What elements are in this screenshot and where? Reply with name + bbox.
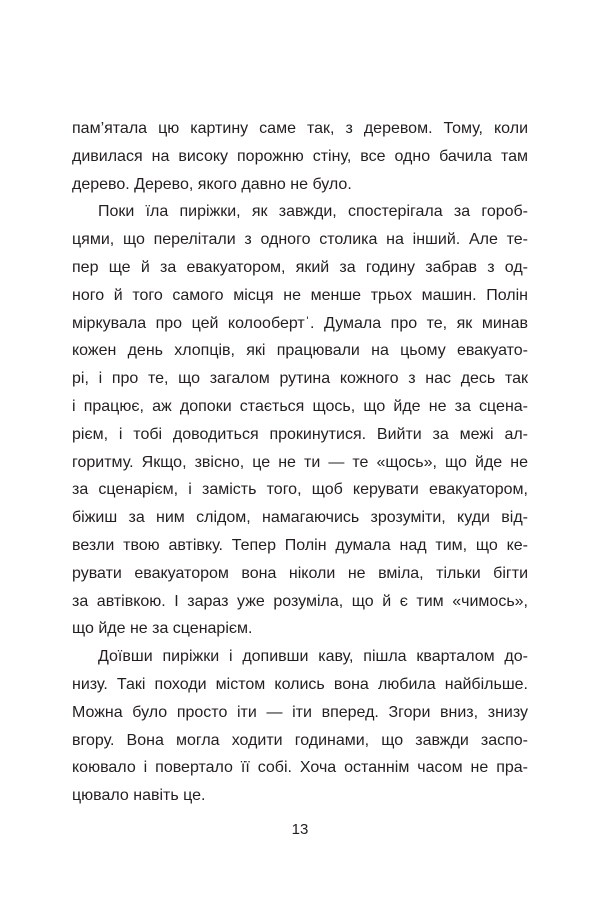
text-line: дивилася на високу порожню стіну, все одно бачила там: [72, 147, 528, 165]
text-line: цювало навіть це.: [72, 787, 206, 805]
text-line: коювало і повертало її собі. Хоча останнім часом не пра-: [72, 759, 528, 777]
text-line: що йде не за сценарієм.: [72, 620, 253, 638]
text-line: везли твою автівку. Тепер Полін думала над тим, що ке-: [72, 536, 528, 554]
text-line: і працює, аж допоки стається щось, що йде не за сцена-: [72, 397, 528, 415]
text-line: рувати евакуатором вона ніколи не вміла, тільки бігти: [72, 564, 528, 582]
text-line: біжиш за ним слідом, намагаючись зрозуміти, куди від-: [72, 509, 528, 527]
text-line: Доївши пиріжки і допивши каву, пішла кварталом до-: [98, 648, 528, 666]
text-line: Поки їла пиріжки, як завжди, спостерігала за гороб-: [98, 203, 528, 221]
text-line: пам’ятала цю картину саме так, з деревом. Тому, коли: [72, 120, 528, 137]
text-line: ного й того самого місця не менше трьох машин. Полін: [72, 286, 528, 304]
page-number: 13: [291, 821, 309, 838]
text-line: дерево. Дерево, якого давно не було.: [72, 175, 352, 193]
text-line: рієм, і тобі доводиться прокинутися. Вийти за межі ал-: [72, 425, 528, 443]
text-line: за сценарієм, і замість того, щоб керувати евакуатором,: [72, 481, 528, 499]
text-line: низу. Такі походи містом колись вона любила найбільше.: [72, 675, 528, 693]
text-line: цями, що перелітали з одного столика на інший. Але те-: [72, 231, 528, 249]
text-line: рі, і про те, що загалом рутина кожного з нас десь так: [72, 370, 528, 388]
text-line: пер ще й за евакуатором, який за годину забрав з од-: [72, 258, 528, 276]
text-line: за автівкою. І зараз уже розуміла, що й є тим «чимось»,: [72, 592, 528, 610]
text-line: горитму. Якщо, звісно, це не ти — те «щось», що йде не: [72, 453, 528, 471]
text-line: кожен день хлопців, які працювали на цьому евакуато-: [72, 342, 528, 360]
body-text: [72, 115, 528, 810]
text-line: вгору. Вона могла ходити годинами, що завжди заспо-: [72, 731, 528, 749]
text-line: міркувала про цей колообертˈ. Думала про те, як минав: [72, 314, 528, 332]
text-line: Можна було просто іти — іти вперед. Згори вниз, знизу: [72, 703, 528, 721]
